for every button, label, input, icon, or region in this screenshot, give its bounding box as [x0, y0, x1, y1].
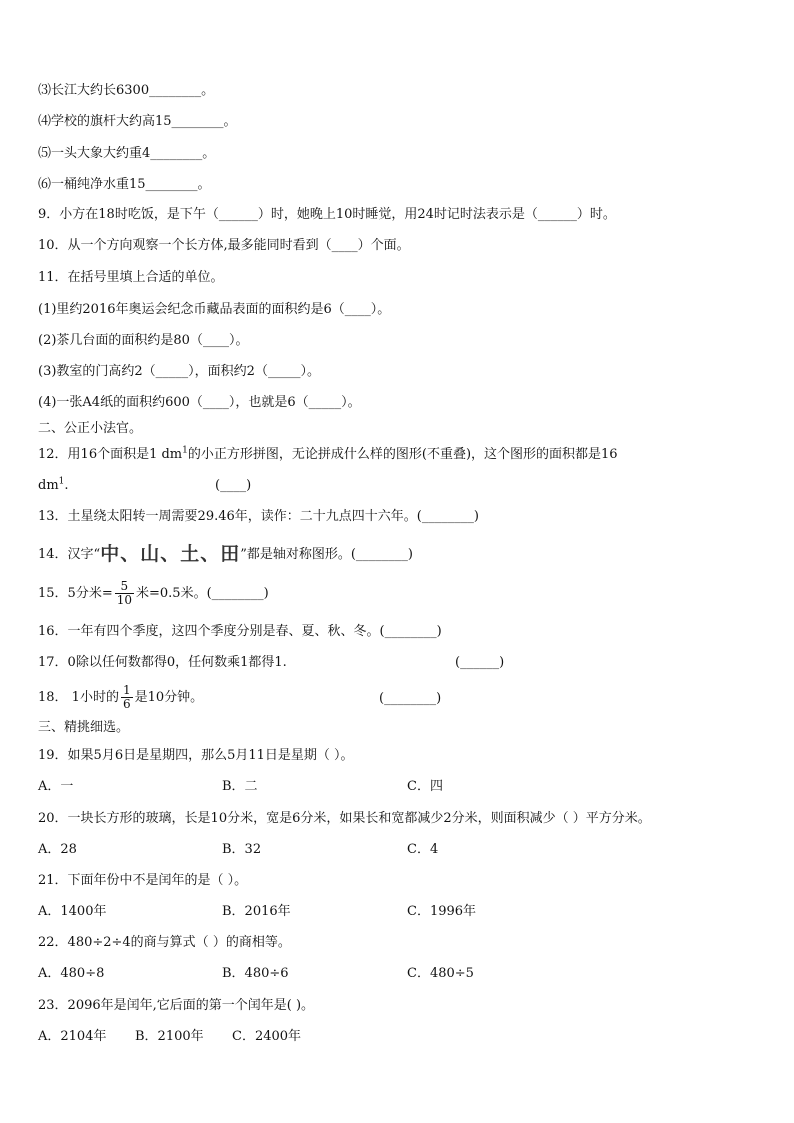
question-17: 17．0除以任何数都得0，任何数乘1都得1. [38, 655, 287, 670]
question-12 [38, 446, 618, 464]
question-11-part-2: (2)茶几台面的面积约是80（____）。 [38, 333, 249, 348]
q15-text-a: 15．5分米= [38, 586, 113, 601]
question-15 [38, 577, 269, 611]
question-22: 22．480÷2÷4的商与算式（ ）的商相等。 [38, 935, 291, 950]
q12-text-b: 的小正方形拼图，无论拼成什么样的图形(不重叠)，这个图形的面积都是16 [187, 447, 618, 462]
q22-option-c[interactable]: C．480÷5 [407, 966, 474, 981]
q19-option-a[interactable]: A．一 [38, 779, 74, 794]
question-11-part-1: (1)里约2016年奥运会纪念币藏品表面的面积约是6（____）。 [38, 302, 391, 317]
q18-answer-blank[interactable]: (________) [379, 691, 442, 706]
question-20: 20．一块长方形的玻璃，长是10分米，宽是6分米，如果长和宽都减少2分米，则面积减少（ ）平方分米。 [38, 811, 651, 826]
q23-option-a[interactable]: A．2104年 [38, 1029, 107, 1044]
question-11-part-3: (3)教室的门高约2（_____），面积约2（_____）。 [38, 364, 320, 379]
question-19: 19．如果5月6日是星期四，那么5月11日是星期（ ）。 [38, 748, 354, 763]
q12-superscript: 1 [182, 445, 188, 456]
q19-option-b[interactable]: B．二 [222, 779, 258, 794]
q15-fraction [115, 580, 134, 607]
q18-fraction [121, 684, 133, 711]
q19-option-c[interactable]: C．四 [407, 779, 443, 794]
question-16: 16．一年有四个季度，这四个季度分别是春、夏、秋、冬。(________) [38, 624, 442, 639]
q14-chinese-characters: 中、山、土、田 [100, 543, 241, 565]
q20-option-b[interactable]: B．32 [222, 842, 262, 857]
q23-option-b[interactable]: B．2100年 [135, 1029, 204, 1044]
q12-unit-superscript: 1 [58, 476, 65, 487]
q18-numerator: 1 [122, 683, 131, 697]
q12-unit: dm [38, 478, 59, 493]
q18-text-a: 18． 1小时的 [38, 690, 119, 705]
q20-option-a[interactable]: A．28 [38, 842, 77, 857]
question-10: 10．从一个方向观察一个长方体,最多能同时看到（____）个面。 [38, 238, 410, 253]
q15-denominator: 10 [116, 593, 132, 607]
q15-numerator: 5 [115, 580, 134, 594]
q22-option-b[interactable]: B．480÷6 [222, 966, 289, 981]
question-13: 13．土星绕太阳转一周需要29.46年，读作：二十九点四十六年。(________) [38, 509, 479, 524]
line-water-bucket-weight: ⑹一桶纯净水重15________。 [38, 177, 211, 192]
q20-option-c[interactable]: C．4 [407, 842, 439, 857]
line-yangtze-length: ⑶长江大约长6300________。 [38, 83, 215, 98]
q14-text-b: ”都是轴对称图形。(________) [240, 547, 414, 562]
question-11-part-4: (4)一张A4纸的面积约600（____），也就是6（_____）。 [38, 395, 361, 410]
q14-text-a: 14．汉字“ [38, 547, 101, 562]
q21-option-c[interactable]: C．1996年 [407, 904, 477, 919]
q12-answer-blank[interactable]: (____) [215, 478, 252, 493]
q17-answer-blank[interactable]: (______) [455, 655, 505, 670]
q15-text-b: 米=0.5米。(________) [136, 586, 269, 601]
q22-option-a[interactable]: A．480÷8 [38, 966, 105, 981]
question-21: 21．下面年份中不是闰年的是（ ）。 [38, 873, 248, 888]
section-3-heading: 三、精挑细选。 [38, 720, 130, 735]
q12-unit-tail: . [64, 478, 69, 493]
question-12-continued [38, 477, 69, 495]
line-flagpole-height: ⑷学校的旗杆大约高15________。 [38, 114, 237, 129]
q12-text-a: 12．用16个面积是1 dm [38, 447, 183, 462]
line-elephant-weight: ⑸一头大象大约重4________。 [38, 146, 216, 161]
q23-option-c[interactable]: C．2400年 [232, 1029, 302, 1044]
question-14 [38, 543, 413, 565]
question-11: 11．在括号里填上合适的单位。 [38, 270, 224, 285]
q21-option-b[interactable]: B．2016年 [222, 904, 291, 919]
question-18 [38, 681, 203, 715]
question-9: 9．小方在18时吃饭，是下午（______）时，她晚上10时睡觉，用24时记时法表示是（______）时。 [38, 207, 616, 222]
q18-text-b: 是10分钟。 [134, 690, 204, 705]
q18-denominator: 6 [122, 697, 131, 711]
q21-option-a[interactable]: A．1400年 [38, 904, 107, 919]
section-2-heading: 二、公正小法官。 [38, 421, 143, 436]
question-23: 23．2096年是闰年,它后面的第一个闰年是( )。 [38, 998, 315, 1013]
